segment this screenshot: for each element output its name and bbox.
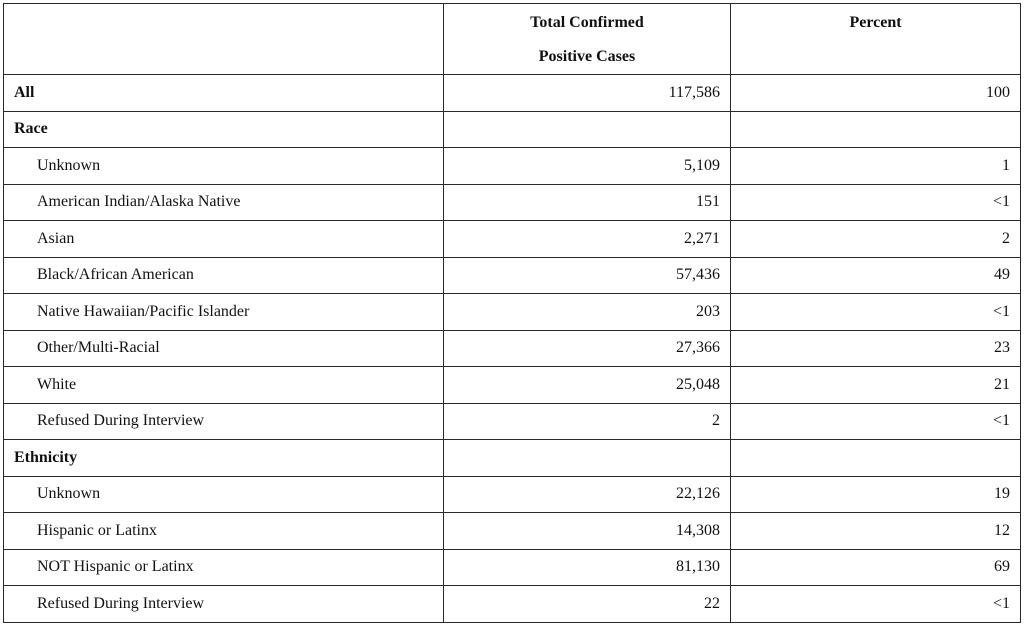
row-label: White	[4, 367, 444, 404]
row-percent: 12	[731, 513, 1021, 550]
row-cases: 25,048	[444, 367, 731, 404]
row-label: Unknown	[4, 476, 444, 513]
header-total-cases-line2: Positive Cases	[538, 48, 636, 65]
row-label: NOT Hispanic or Latinx	[4, 549, 444, 586]
row-percent: 19	[731, 476, 1021, 513]
table-row	[4, 367, 1021, 404]
row-cases: 2,271	[444, 221, 731, 258]
table-row	[4, 221, 1021, 258]
row-percent: <1	[731, 586, 1021, 623]
row-cases: 22	[444, 586, 731, 623]
row-cases: 27,366	[444, 330, 731, 367]
header-category	[4, 4, 444, 75]
cases-table	[3, 3, 1021, 623]
table-row	[4, 330, 1021, 367]
row-cases: 22,126	[444, 476, 731, 513]
table-container	[3, 3, 1021, 623]
row-cases: 203	[444, 294, 731, 331]
row-label: Unknown	[4, 148, 444, 185]
table-row	[4, 148, 1021, 185]
row-label: Ethnicity	[4, 440, 444, 477]
row-label: American Indian/Alaska Native	[4, 184, 444, 221]
row-label: Black/African American	[4, 257, 444, 294]
table-row	[4, 476, 1021, 513]
table-row	[4, 586, 1021, 623]
row-label: Other/Multi-Racial	[4, 330, 444, 367]
row-percent	[731, 440, 1021, 477]
row-cases: 5,109	[444, 148, 731, 185]
row-percent	[731, 111, 1021, 148]
row-cases: 81,130	[444, 549, 731, 586]
table-row	[4, 257, 1021, 294]
row-percent: 100	[731, 75, 1021, 112]
table-row	[4, 184, 1021, 221]
row-label: Race	[4, 111, 444, 148]
table-row	[4, 440, 1021, 477]
row-percent: <1	[731, 184, 1021, 221]
header-total-cases-line1: Total Confirmed	[530, 14, 644, 31]
table-row	[4, 111, 1021, 148]
row-percent: <1	[731, 294, 1021, 331]
row-label: Native Hawaiian/Pacific Islander	[4, 294, 444, 331]
row-percent: <1	[731, 403, 1021, 440]
table-row	[4, 513, 1021, 550]
row-label: Refused During Interview	[4, 403, 444, 440]
header-row	[4, 4, 1021, 75]
row-label: Asian	[4, 221, 444, 258]
header-percent: Percent	[731, 4, 1021, 75]
row-cases: 14,308	[444, 513, 731, 550]
row-cases: 117,586	[444, 75, 731, 112]
table-row	[4, 75, 1021, 112]
table-row	[4, 403, 1021, 440]
table-row	[4, 294, 1021, 331]
row-percent: 69	[731, 549, 1021, 586]
row-label: All	[4, 75, 444, 112]
row-cases: 151	[444, 184, 731, 221]
row-cases	[444, 440, 731, 477]
table-row	[4, 549, 1021, 586]
row-percent: 23	[731, 330, 1021, 367]
row-cases: 2	[444, 403, 731, 440]
row-percent: 2	[731, 221, 1021, 258]
row-cases: 57,436	[444, 257, 731, 294]
row-percent: 1	[731, 148, 1021, 185]
row-cases	[444, 111, 731, 148]
row-percent: 21	[731, 367, 1021, 404]
row-label: Refused During Interview	[4, 586, 444, 623]
row-label: Hispanic or Latinx	[4, 513, 444, 550]
header-total-cases	[444, 4, 731, 75]
row-percent: 49	[731, 257, 1021, 294]
